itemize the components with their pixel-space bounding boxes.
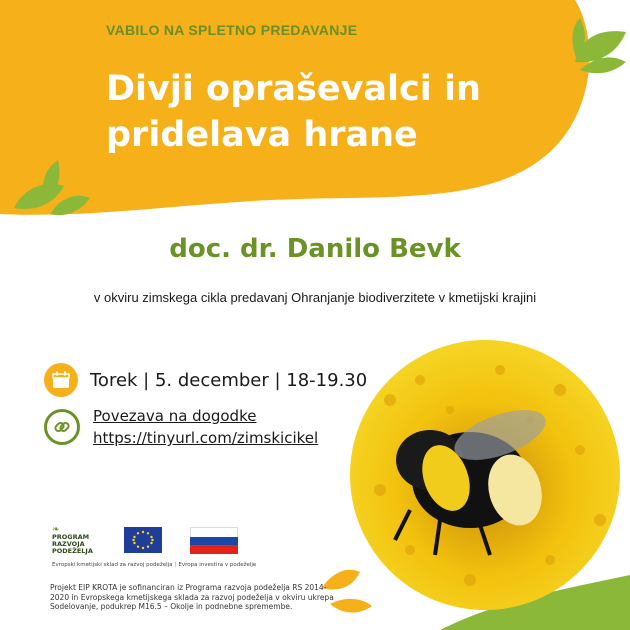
slovenia-flag-icon bbox=[190, 527, 238, 553]
bumblebee-on-sunflower-photo bbox=[350, 340, 620, 610]
event-link-url[interactable]: https://tinyurl.com/zimskicikel bbox=[93, 429, 319, 447]
invitation-kicker: VABILO NA SPLETNO PREDAVANJE bbox=[106, 22, 358, 38]
sponsor-logos bbox=[52, 527, 238, 555]
event-date-row bbox=[44, 363, 367, 397]
lecture-series-subtitle: v okviru zimskega cikla predavanj Ohranjanje biodiverzitete v kmetijski krajini bbox=[93, 290, 537, 305]
event-link-row[interactable] bbox=[44, 405, 318, 449]
fund-caption: Evropski kmetijski sklad za razvoj podeželja | Evropa investira v podeželje bbox=[52, 562, 257, 568]
link-icon bbox=[44, 409, 80, 445]
event-title: Divji opraševalci in pridelava hrane bbox=[106, 69, 481, 155]
eu-flag-icon bbox=[124, 527, 162, 553]
event-date-text: Torek | 5. december | 18-19.30 bbox=[90, 369, 368, 391]
speaker-name: doc. dr. Danilo Bevk bbox=[169, 234, 461, 264]
leaf-mark-icon: ❧ bbox=[52, 525, 60, 535]
funding-footnote: Projekt EIP KROTA je sofinanciran iz Programa razvoja podeželja RS 2014-2020 in Evropskega kmetijskega sklada za razvoj podeželja v okviru ukrepa Sodelovanje, podukrep M16.5 – Okolje in podnebne spremembe. bbox=[50, 583, 334, 611]
program-razvoja-podezelja-logo: ❧ PROGRAM RAZVOJA PODEŽELJA bbox=[52, 525, 93, 555]
event-link-label[interactable]: Povezava na dogodke bbox=[93, 407, 257, 425]
calendar-icon bbox=[44, 363, 78, 397]
